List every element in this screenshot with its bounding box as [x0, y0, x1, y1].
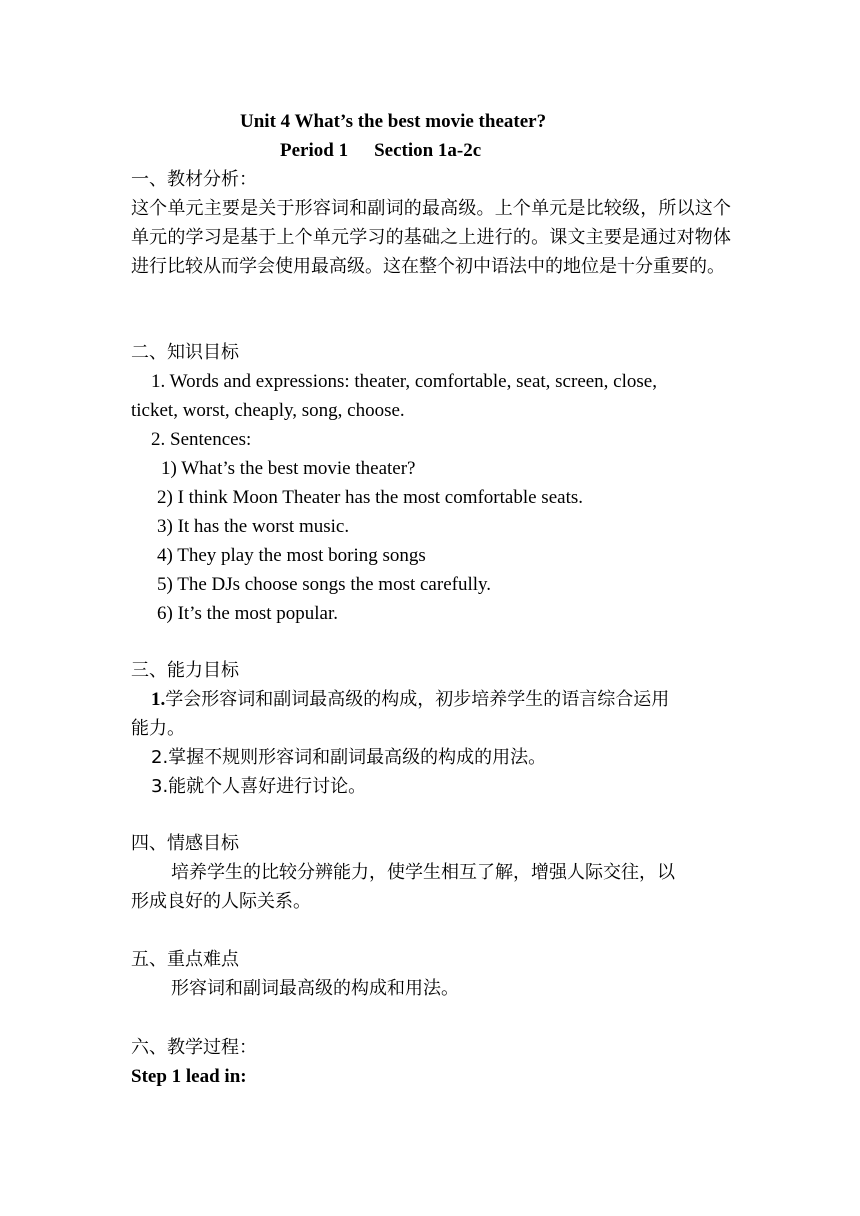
item-number: 1. — [151, 689, 166, 710]
section-paragraph: 这个单元主要是关于形容词和副词的最高级。上个单元是比较级，所以这个单元的学习是基于上个单元学习的基础之上进行的。课文主要是通过对物体进行比较从而学会使用最高级。这在整个初中语法中的地位是十分重要的。 — [131, 198, 731, 277]
ability-item-continued: 能力。 — [131, 718, 185, 739]
section-heading: 一、教材分析： — [131, 169, 257, 190]
sentence-item: 6) It’s the most popular. — [157, 603, 339, 624]
period-label: Period 1 — [280, 140, 349, 161]
document-title: Unit 4 What’s the best movie theater? — [240, 111, 547, 132]
sentence-item: 3) It has the worst music. — [157, 516, 350, 537]
sentence-item: 4) They play the most boring songs — [157, 545, 426, 566]
section-ability-goals — [131, 656, 731, 801]
section-emotional-goals — [131, 829, 731, 916]
sentences-label: 2. Sentences: — [151, 429, 252, 450]
section-heading: 六、教学过程： — [131, 1037, 257, 1058]
paragraph-line: 形容词和副词最高级的构成和用法。 — [171, 978, 459, 999]
sentence-item: 2) I think Moon Theater has the most comfortable seats. — [157, 487, 583, 508]
sentence-item: 1) What’s the best movie theater? — [161, 458, 416, 479]
section-heading: 二、知识目标 — [131, 342, 239, 363]
ability-item: 2.掌握不规则形容词和副词最高级的构成的用法。 — [151, 747, 547, 768]
section-heading: 五、重点难点 — [131, 949, 239, 970]
section-key-difficulties — [131, 945, 731, 1003]
section-teaching-process — [131, 1033, 731, 1091]
ability-item — [131, 685, 731, 714]
words-line: 1. Words and expressions: theater, comfortable, seat, screen, close, — [151, 371, 657, 392]
words-line: ticket, worst, cheaply, song, choose. — [131, 400, 405, 421]
item-text: 学会形容词和副词最高级的构成，初步培养学生的语言综合运用 — [165, 689, 670, 710]
paragraph-line: 形成良好的人际关系。 — [131, 891, 311, 912]
paragraph-line: 培养学生的比较分辨能力，使学生相互了解，增强人际交往，以 — [171, 862, 675, 883]
section-knowledge-goals — [131, 338, 731, 628]
section-heading: 四、情感目标 — [131, 833, 239, 854]
section-heading: 三、能力目标 — [131, 660, 239, 681]
section-textbook-analysis — [131, 165, 731, 281]
document-subtitle — [280, 136, 481, 165]
section-label: Section 1a-2c — [374, 140, 482, 161]
step-heading: Step 1 lead in: — [131, 1066, 247, 1087]
ability-item: 3.能就个人喜好进行讨论。 — [151, 776, 367, 797]
sentence-item: 5) The DJs choose songs the most carefully. — [157, 574, 492, 595]
